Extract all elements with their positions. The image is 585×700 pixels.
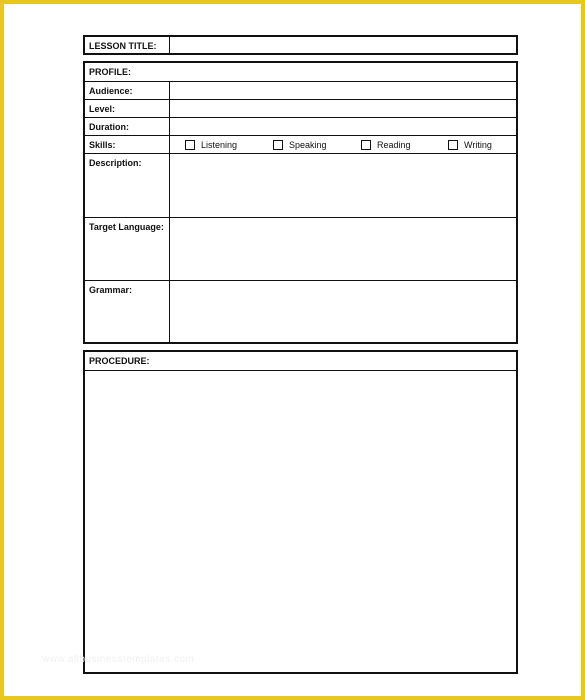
row-divider [169, 136, 170, 153]
skills-options [185, 139, 516, 151]
description-row [85, 153, 516, 217]
checkbox-listening[interactable] [185, 140, 195, 150]
row-divider [169, 82, 170, 99]
row-divider [169, 118, 170, 135]
profile-box [83, 61, 518, 344]
lesson-title-divider [169, 37, 170, 53]
profile-heading: PROFILE: [89, 67, 131, 77]
skill-speaking[interactable] [273, 139, 327, 151]
profile-header-row [85, 63, 516, 81]
description-label: Description: [89, 158, 142, 168]
skill-reading-label: Reading [377, 140, 411, 150]
procedure-box [83, 350, 518, 674]
duration-row [85, 117, 516, 135]
skill-writing-label: Writing [464, 140, 492, 150]
procedure-divider [85, 370, 516, 371]
audience-row [85, 81, 516, 99]
duration-label: Duration: [89, 122, 129, 132]
audience-label: Audience: [89, 86, 133, 96]
checkbox-reading[interactable] [361, 140, 371, 150]
lesson-title-label: LESSON TITLE: [89, 41, 157, 51]
target-language-label: Target Language: [89, 222, 164, 232]
row-divider [169, 154, 170, 217]
skill-listening-label: Listening [201, 140, 238, 150]
grammar-label: Grammar: [89, 285, 133, 295]
level-label: Level: [89, 104, 116, 114]
procedure-heading: PROCEDURE: [89, 356, 150, 366]
grammar-row [85, 280, 516, 342]
skill-reading[interactable] [361, 139, 411, 151]
checkbox-writing[interactable] [448, 140, 458, 150]
row-divider [169, 281, 170, 342]
skills-label: Skills: [89, 140, 116, 150]
skill-writing[interactable] [448, 139, 492, 151]
skill-speaking-label: Speaking [289, 140, 327, 150]
skills-row [85, 135, 516, 153]
row-divider [169, 100, 170, 117]
target-language-row [85, 217, 516, 280]
level-row [85, 99, 516, 117]
row-divider [169, 218, 170, 280]
checkbox-speaking[interactable] [273, 140, 283, 150]
lesson-title-box [83, 35, 518, 55]
skill-listening[interactable] [185, 139, 237, 151]
watermark-text: www.allbusinesstemplates.com [42, 654, 195, 665]
